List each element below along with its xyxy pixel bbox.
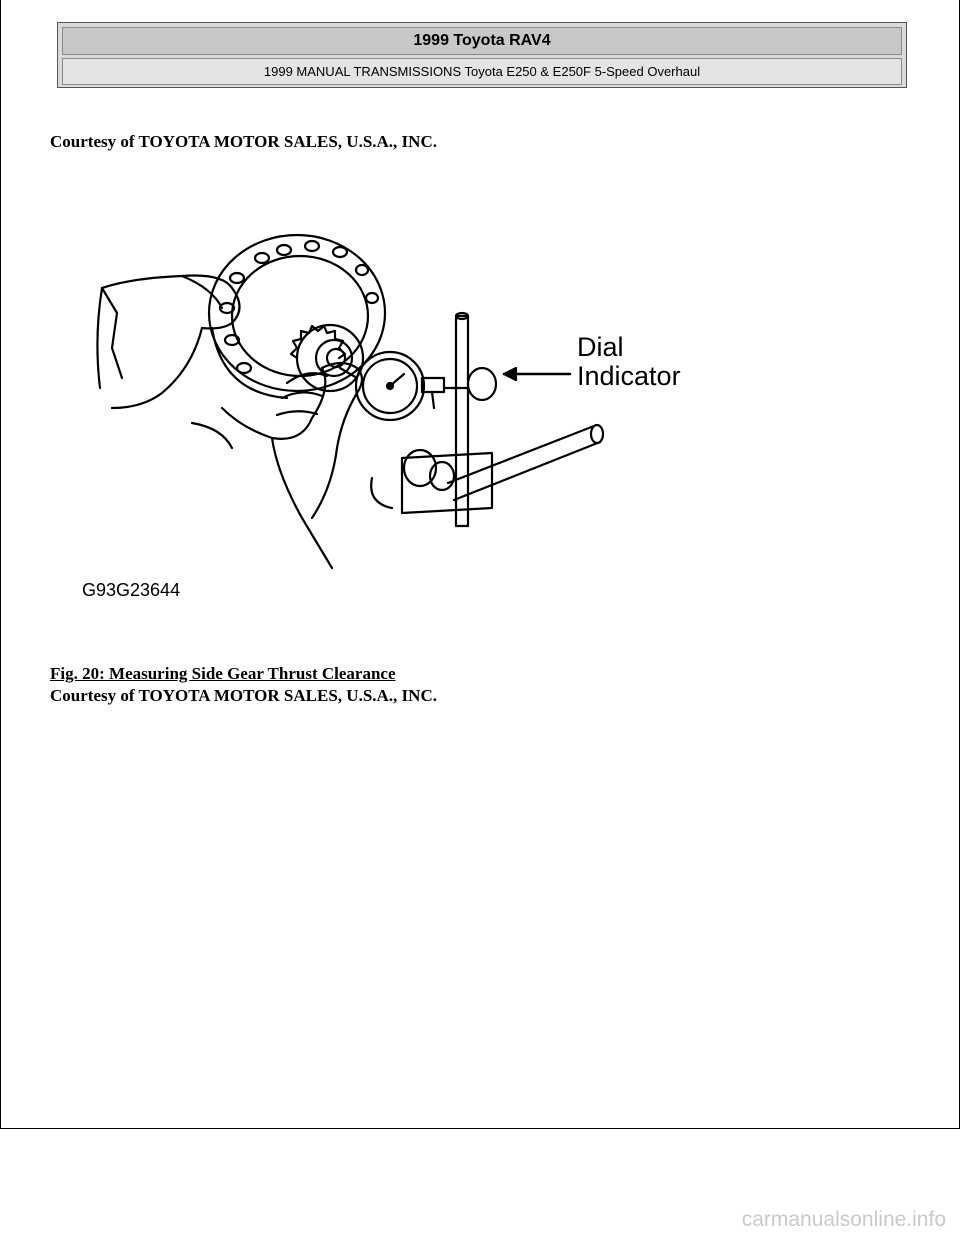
dial-stand bbox=[371, 313, 603, 526]
left-hand bbox=[97, 276, 239, 409]
header-title: 1999 Toyota RAV4 bbox=[62, 27, 902, 55]
courtesy-line-top: Courtesy of TOYOTA MOTOR SALES, U.S.A., INC. bbox=[50, 132, 437, 151]
header-subtitle: 1999 MANUAL TRANSMISSIONS Toyota E250 & E250F 5-Speed Overhaul bbox=[62, 58, 902, 85]
side-gear bbox=[291, 325, 363, 391]
watermark: carmanualsonline.info bbox=[741, 1208, 946, 1231]
callout-arrow bbox=[504, 368, 570, 380]
dial-indicator-drawing bbox=[72, 218, 712, 608]
figure-code: G93G23644 bbox=[82, 580, 181, 600]
figure-illustration bbox=[72, 218, 712, 608]
callout-label-line1: Dial bbox=[577, 332, 624, 362]
document-header bbox=[57, 22, 907, 88]
right-hand bbox=[192, 363, 362, 568]
figure-caption: Fig. 20: Measuring Side Gear Thrust Clearance bbox=[50, 664, 396, 683]
dial-indicator bbox=[340, 352, 444, 420]
callout-label-line2: Indicator bbox=[577, 361, 681, 391]
courtesy-line-bottom: Courtesy of TOYOTA MOTOR SALES, U.S.A., INC. bbox=[50, 686, 437, 705]
